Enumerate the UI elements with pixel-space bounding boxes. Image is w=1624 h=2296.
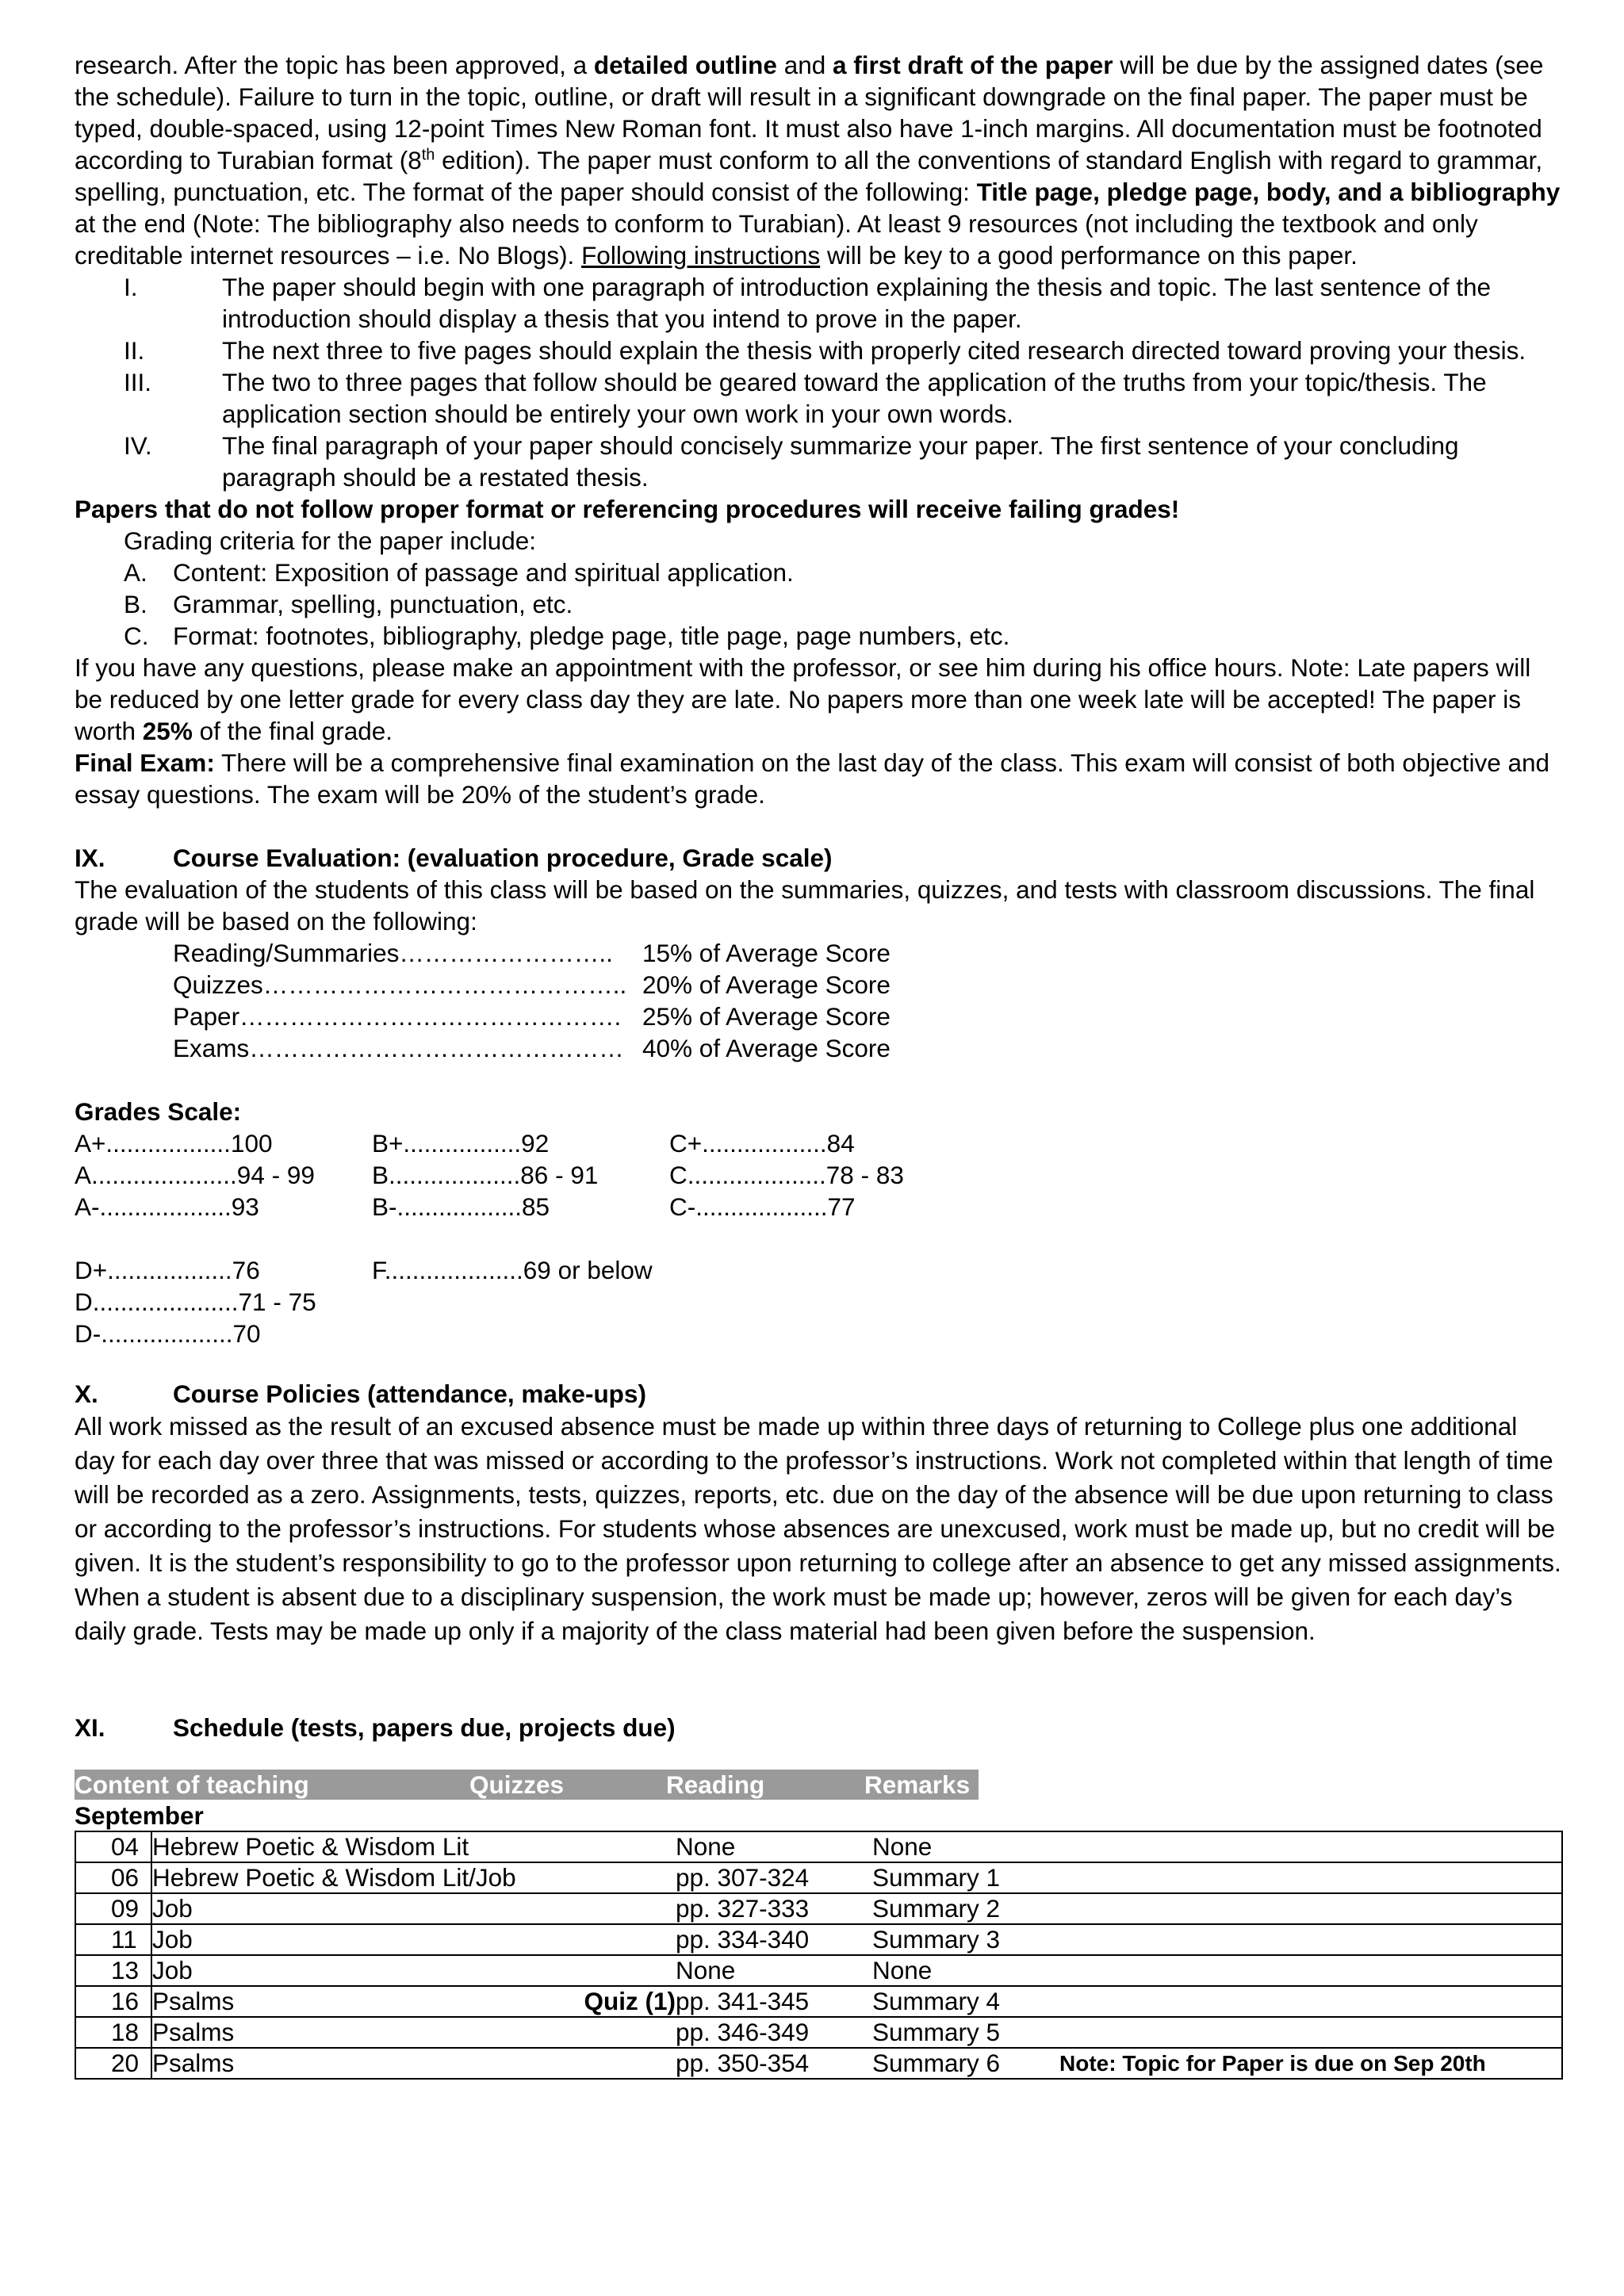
list-text: Content: Exposition of passage and spiritual application. xyxy=(173,558,794,587)
schedule-table xyxy=(75,1831,1563,2080)
cell-quiz xyxy=(450,1955,676,1986)
schedule-month: September xyxy=(75,1801,204,1830)
questions-paragraph xyxy=(75,652,1561,747)
text-run: will be key to a good performance on this paper. xyxy=(820,241,1358,270)
grades-scale-block-1 xyxy=(75,1127,1561,1223)
grade-row xyxy=(75,1127,1561,1159)
list-item xyxy=(75,557,1561,588)
evaluation-value: 25% of Average Score xyxy=(642,1002,891,1031)
section-heading-xi xyxy=(75,1712,1561,1743)
text-run: and xyxy=(776,51,833,79)
grade-row xyxy=(75,1254,1561,1286)
list-item xyxy=(75,335,1561,366)
list-item xyxy=(75,620,1061,652)
cell-quiz xyxy=(450,2048,676,2079)
list-item xyxy=(75,430,1561,493)
text-run: of the final grade. xyxy=(192,717,393,745)
grade-cell: D-...................70 xyxy=(75,1319,261,1348)
cell-reading: None xyxy=(676,1955,872,1986)
document-page xyxy=(75,49,1561,2080)
grade-cell: B...................86 - 91 xyxy=(372,1161,599,1189)
cell-remarks: Summary 3 xyxy=(872,1924,1059,1955)
list-number: II. xyxy=(124,336,145,365)
evaluation-label: Exams……………………………………… xyxy=(173,1034,624,1062)
table-row xyxy=(75,1986,1562,2017)
grade-row xyxy=(75,1286,1561,1318)
cell-remarks: None xyxy=(872,1831,1059,1862)
cell-content: Hebrew Poetic & Wisdom Lit xyxy=(152,1832,469,1861)
cell-note: Note: Topic for Paper is due on Sep 20th xyxy=(1059,2048,1562,2079)
text-run: research. After the topic has been approved, a xyxy=(75,51,594,79)
text-run: at the end (Note: The bibliography also needs to conform to Turabian). At least 9 resources (not including the textbook and only creditable internet resources – i.e. No Blogs). xyxy=(75,209,1478,270)
failing-warning: Papers that do not follow proper format or referencing procedures will receive failing grades! xyxy=(75,495,1180,523)
list-item xyxy=(75,366,1561,430)
section-number: X. xyxy=(75,1380,98,1408)
cell-note xyxy=(1059,1893,1562,1924)
section-number: XI. xyxy=(75,1713,105,1742)
grade-cell: B+.................92 xyxy=(372,1129,550,1158)
list-number: I. xyxy=(124,273,138,301)
cell-day: 18 xyxy=(75,2017,151,2048)
bold-run: 25% xyxy=(142,717,193,745)
list-text: The final paragraph of your paper should concisely summarize your paper. The first sentence of your concluding paragraph should be a restated thesis. xyxy=(222,431,1459,492)
text-run: will be due by the assigned dates (see the schedule). Failure to turn in the topic, outline, or draft will result in a significant downgrade on the final paper. The paper must be typed, double-spaced, using 12-point Times New Roman font. It must also have 1-inch margins. All documentation must be footnoted according to Turabian format (8 xyxy=(75,51,1544,174)
bold-run: detailed outline xyxy=(593,51,777,79)
bold-run: Title page, pledge page, body, and a bibliography xyxy=(976,178,1561,206)
text-run: If you have any questions, please make an appointment with the professor, or see him during his office hours. Note: Late papers will be reduced by one letter grade for every class day they are late. No papers more than one week late will be accepted! The paper is worth xyxy=(75,653,1531,745)
cell-note xyxy=(1059,1924,1562,1955)
grade-row xyxy=(75,1191,1561,1223)
cell-content: Psalms xyxy=(151,2048,450,2079)
cell-reading: pp. 350-354 xyxy=(676,2048,872,2079)
list-item xyxy=(75,271,1561,335)
grade-cell: D.....................71 - 75 xyxy=(75,1288,316,1316)
grade-row xyxy=(75,1318,1561,1349)
cell-content: Job xyxy=(151,1955,450,1986)
cell-remarks: None xyxy=(872,1955,1059,1986)
evaluation-value: 15% of Average Score xyxy=(642,939,891,967)
text-run: There will be a comprehensive final examination on the last day of the class. This exam will consist of both objective and essay questions. The exam will be 20% of the student’s grade. xyxy=(75,748,1550,809)
evaluation-label: Paper………………………………………. xyxy=(173,1002,622,1031)
table-row xyxy=(75,1924,1562,1955)
cell-reading: pp. 346-349 xyxy=(676,2017,872,2048)
table-row xyxy=(75,2017,1562,2048)
course-policies-paragraph: All work missed as the result of an excused absence must be made up within three days of returning to College plus one additional day for each day over three that was missed or according to the professor’s instructions. Work not completed within that length of time will be recorded as a zero. Assignments, tests, quizzes, reports, etc. due on the day of the absence will be due upon returning to class or according to the professor’s instructions. For students whose absences are unexcused, work must be made up, but no credit will be given. It is the student’s responsibility to go to the professor upon returning to college after an absence to get any missed assignments. When a student is absent due to a disciplinary suspension, the work must be made up; however, zeros will be given for each day’s daily grade. Tests may be made up only if a majority of the class material had been given before the suspension. xyxy=(75,1412,1561,1645)
table-row xyxy=(75,1893,1562,1924)
section-title: Course Policies (attendance, make-ups) xyxy=(173,1380,646,1408)
cell-reading: pp. 327-333 xyxy=(676,1893,872,1924)
list-letter: A. xyxy=(124,558,147,587)
evaluation-row xyxy=(75,969,1561,1001)
grading-criteria xyxy=(75,525,1561,652)
list-item xyxy=(75,588,1561,620)
list-text: The two to three pages that follow should be geared toward the application of the truths from your topic/thesis. The application section should be entirely your own work in your own words. xyxy=(222,368,1487,428)
underlined-run: Following instructions xyxy=(581,241,821,270)
final-exam-paragraph xyxy=(75,747,1561,810)
list-number: III. xyxy=(124,368,152,396)
list-number: IV. xyxy=(124,431,152,460)
grade-row xyxy=(75,1159,1561,1191)
list-text: Format: footnotes, bibliography, pledge page, title page, page numbers, etc. xyxy=(173,622,1010,650)
evaluation-value: 20% of Average Score xyxy=(642,970,891,999)
grades-scale-title: Grades Scale: xyxy=(75,1097,242,1126)
cell-content: Job xyxy=(151,1893,450,1924)
cell-note xyxy=(1059,1986,1562,2017)
grade-cell: A+..................100 xyxy=(75,1129,273,1158)
cell-reading: pp. 341-345 xyxy=(676,1986,872,2017)
schedule-header-remarks: Remarks xyxy=(864,1770,971,1799)
cell-remarks: Summary 4 xyxy=(872,1986,1059,2017)
cell-day: 13 xyxy=(75,1955,151,1986)
grade-cell: C+..................84 xyxy=(669,1129,855,1158)
table-row xyxy=(75,1862,1562,1893)
list-letter: C. xyxy=(124,622,149,650)
grade-cell: C-...................77 xyxy=(669,1192,856,1221)
paper-requirements-paragraph xyxy=(75,49,1561,271)
grade-cell: B-..................85 xyxy=(372,1192,550,1221)
cell-remarks: Summary 5 xyxy=(872,2017,1059,2048)
cell-quiz: Quiz (1) xyxy=(450,1986,676,2017)
grade-cell: A.....................94 - 99 xyxy=(75,1161,315,1189)
cell-content: Hebrew Poetic & Wisdom Lit/Job xyxy=(152,1863,516,1892)
cell-note xyxy=(1059,1831,1562,1862)
superscript: th xyxy=(421,146,435,164)
cell-day: 20 xyxy=(75,2048,151,2079)
table-row xyxy=(75,1955,1562,1986)
list-text: The paper should begin with one paragraph of introduction explaining the thesis and topic. The last sentence of the introduction should display a thesis that you intend to prove in the paper. xyxy=(222,273,1491,333)
cell-remarks: Summary 1 xyxy=(872,1862,1059,1893)
cell-quiz xyxy=(450,1924,676,1955)
evaluation-row xyxy=(75,1032,1561,1064)
cell-remarks: Summary 2 xyxy=(872,1893,1059,1924)
cell-note xyxy=(1059,1862,1562,1893)
table-row xyxy=(75,2048,1562,2079)
grade-cell: A-...................93 xyxy=(75,1192,259,1221)
cell-content: Psalms xyxy=(151,2017,450,2048)
cell-quiz xyxy=(450,1893,676,1924)
grade-cell: F....................69 or below xyxy=(372,1256,653,1284)
cell-day: 06 xyxy=(75,1862,151,1893)
table-row xyxy=(75,1831,1562,1862)
cell-content: Psalms xyxy=(151,1986,450,2017)
schedule-header-reading: Reading xyxy=(666,1770,765,1799)
section-heading-x xyxy=(75,1378,1561,1410)
evaluation-label: Reading/Summaries…………………….. xyxy=(173,939,613,967)
cell-day: 11 xyxy=(75,1924,151,1955)
cell-reading: None xyxy=(676,1831,872,1862)
evaluation-row xyxy=(75,1001,1561,1032)
evaluation-label: Quizzes…………………………………….. xyxy=(173,970,627,999)
grades-scale-block-2 xyxy=(75,1254,1561,1349)
cell-day: 04 xyxy=(75,1831,151,1862)
list-text: The next three to five pages should explain the thesis with properly cited research directed toward proving your thesis. xyxy=(222,336,1526,365)
bold-run: a first draft of the paper xyxy=(833,51,1113,79)
list-letter: B. xyxy=(124,590,147,618)
section-heading-ix xyxy=(75,842,1561,874)
list-text: Grammar, spelling, punctuation, etc. xyxy=(173,590,573,618)
section-number: IX. xyxy=(75,844,105,872)
schedule-header xyxy=(75,1770,979,1800)
final-exam-label: Final Exam: xyxy=(75,748,215,777)
cell-quiz xyxy=(450,1831,676,1862)
cell-quiz xyxy=(450,2017,676,2048)
cell-reading: pp. 334-340 xyxy=(676,1924,872,1955)
schedule-header-content: Content of teaching xyxy=(75,1770,309,1799)
paper-structure-list xyxy=(75,271,1561,493)
cell-note xyxy=(1059,2017,1562,2048)
cell-remarks: Summary 6 xyxy=(872,2048,1059,2079)
cell-reading: pp. 307-324 xyxy=(676,1862,872,1893)
cell-content: Job xyxy=(151,1924,450,1955)
cell-note xyxy=(1059,1955,1562,1986)
evaluation-intro: The evaluation of the students of this class will be based on the summaries, quizzes, and tests with classroom discussions. The final grade will be based on the following: xyxy=(75,875,1535,936)
cell-day: 09 xyxy=(75,1893,151,1924)
cell-day: 16 xyxy=(75,1986,151,2017)
evaluation-breakdown xyxy=(75,937,1561,1064)
evaluation-value: 40% of Average Score xyxy=(642,1034,891,1062)
grade-cell: D+..................76 xyxy=(75,1256,260,1284)
section-title: Course Evaluation: (evaluation procedure, Grade scale) xyxy=(173,844,833,872)
evaluation-row xyxy=(75,937,1561,969)
grade-cell: C....................78 - 83 xyxy=(669,1161,904,1189)
grading-criteria-intro: Grading criteria for the paper include: xyxy=(124,526,537,555)
section-title: Schedule (tests, papers due, projects due) xyxy=(173,1713,676,1742)
schedule-header-quizzes: Quizzes xyxy=(469,1770,565,1799)
text-run: edition). The paper must conform to all the conventions of standard English with regard to grammar, spelling, punctuation, etc. The format of the paper should consist of the following: xyxy=(75,146,1543,206)
